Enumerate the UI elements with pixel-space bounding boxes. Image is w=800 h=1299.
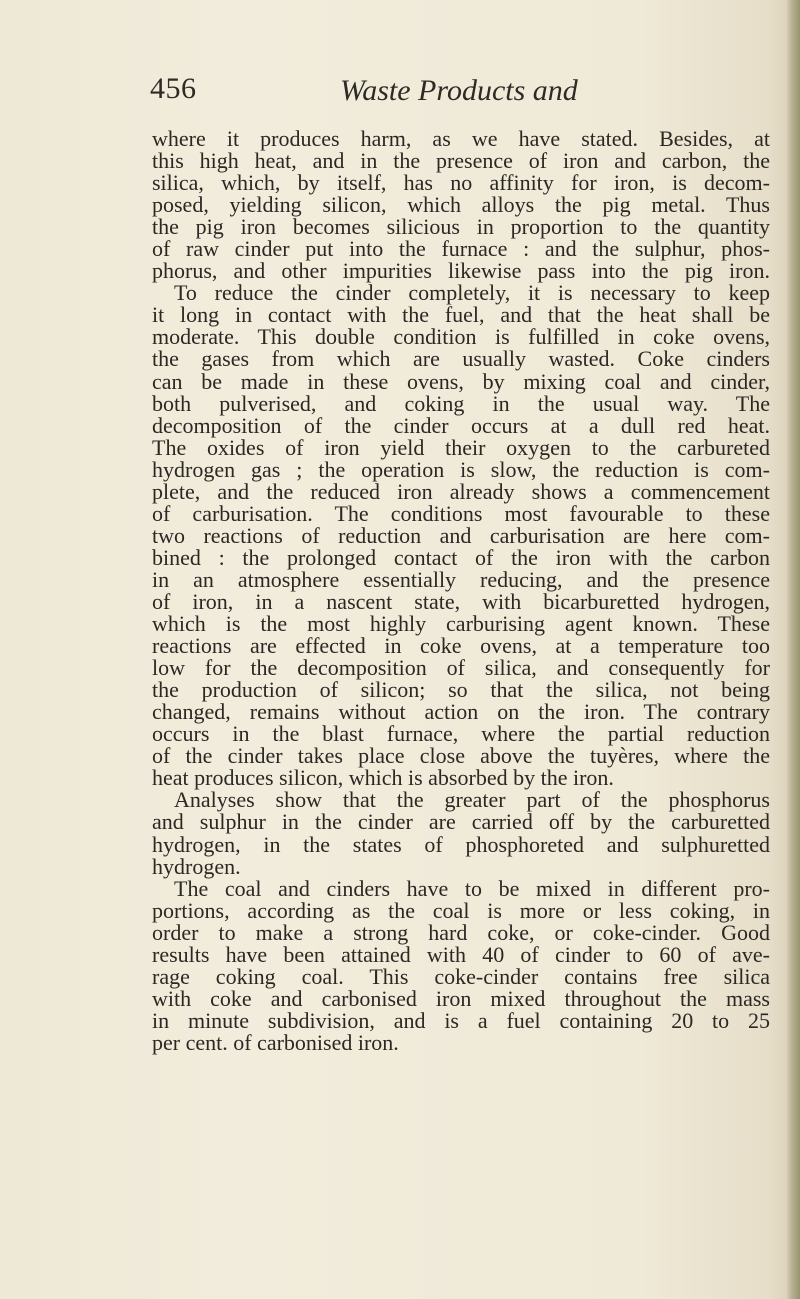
page-header xyxy=(150,72,780,112)
text-line: the gases from which are usually wasted. Coke cinders xyxy=(152,346,770,372)
text-line: bined : the prolonged contact of the iron with the carbon xyxy=(152,544,770,570)
text-line: hydrogen. xyxy=(152,853,241,879)
text-line: Analyses show that the greater part of the phosphorus xyxy=(174,787,770,813)
text-line: the production of silicon; so that the silica, not being xyxy=(152,677,770,703)
text-line: where it produces harm, as we have stated. Besides, at xyxy=(152,126,770,151)
text-line: in minute subdivision, and is a fuel containing 20 to 25 xyxy=(152,1007,770,1033)
text-line: and sulphur in the cinder are carried off by the carburetted xyxy=(152,809,770,835)
text-line: the pig iron becomes silicious in proportion to the quantity xyxy=(152,214,770,240)
text-line: occurs in the blast furnace, where the partial reduction xyxy=(152,721,770,747)
text-line: heat produces silicon, which is absorbed by the iron. xyxy=(152,765,614,791)
text-line: order to make a strong hard coke, or coke-cinder. Good xyxy=(152,919,770,945)
text-line: this high heat, and in the presence of iron and carbon, the xyxy=(152,148,770,174)
text-line: The coal and cinders have to be mixed in different pro- xyxy=(174,875,770,901)
text-line: both pulverised, and coking in the usual way. The xyxy=(152,390,770,416)
text-line: reactions are effected in coke ovens, at a temperature too xyxy=(152,633,770,659)
text-line: of raw cinder put into the furnace : and the sulphur, phos- xyxy=(152,236,770,262)
text-line: To reduce the cinder completely, it is necessary to keep xyxy=(174,280,770,306)
text-line: results have been attained with 40 of cinder to 60 of ave- xyxy=(152,941,770,967)
text-line: of the cinder takes place close above the tuyères, where the xyxy=(152,743,770,769)
text-line: silica, which, by itself, has no affinity for iron, is decom- xyxy=(152,170,770,196)
text-line: portions, according as the coal is more or less coking, in xyxy=(152,897,770,923)
text-line: hydrogen gas ; the operation is slow, the reduction is com- xyxy=(152,456,770,482)
running-title: Waste Products and xyxy=(340,74,578,107)
text-line: two reactions of reduction and carburisation are here com- xyxy=(152,522,770,548)
text-line: posed, yielding silicon, which alloys the pig metal. Thus xyxy=(152,192,770,218)
text-line: per cent. of carbonised iron. xyxy=(152,1029,399,1055)
page-edge xyxy=(786,0,800,1299)
text-line: hydrogen, in the states of phosphoreted and sulphuretted xyxy=(152,831,770,857)
text-line: which is the most highly carburising agent known. These xyxy=(152,611,770,637)
text-line: The oxides of iron yield their oxygen to the carbureted xyxy=(152,434,770,460)
page-number: 456 xyxy=(150,72,197,105)
text-line: low for the decomposition of silica, and consequently for xyxy=(152,655,770,681)
text-line: in an atmosphere essentially reducing, and the presence xyxy=(152,566,770,592)
text-line: decomposition of the cinder occurs at a dull red heat. xyxy=(152,412,770,438)
text-line: it long in contact with the fuel, and that the heat shall be xyxy=(152,302,770,328)
text-line: of carburisation. The conditions most favourable to these xyxy=(152,500,770,526)
text-line: moderate. This double condition is fulfilled in coke ovens, xyxy=(152,324,770,350)
body-text xyxy=(152,128,770,1054)
text-line: with coke and carbonised iron mixed throughout the mass xyxy=(152,985,770,1011)
text-line: phorus, and other impurities likewise pass into the pig iron. xyxy=(152,258,770,284)
text-line: changed, remains without action on the iron. The contrary xyxy=(152,699,770,725)
text-line: can be made in these ovens, by mixing coal and cinder, xyxy=(152,368,770,394)
text-line: of iron, in a nascent state, with bicarburetted hydrogen, xyxy=(152,588,770,614)
text-line: plete, and the reduced iron already shows a commencement xyxy=(152,478,770,504)
text-line: rage coking coal. This coke-cinder contains free silica xyxy=(152,963,770,989)
